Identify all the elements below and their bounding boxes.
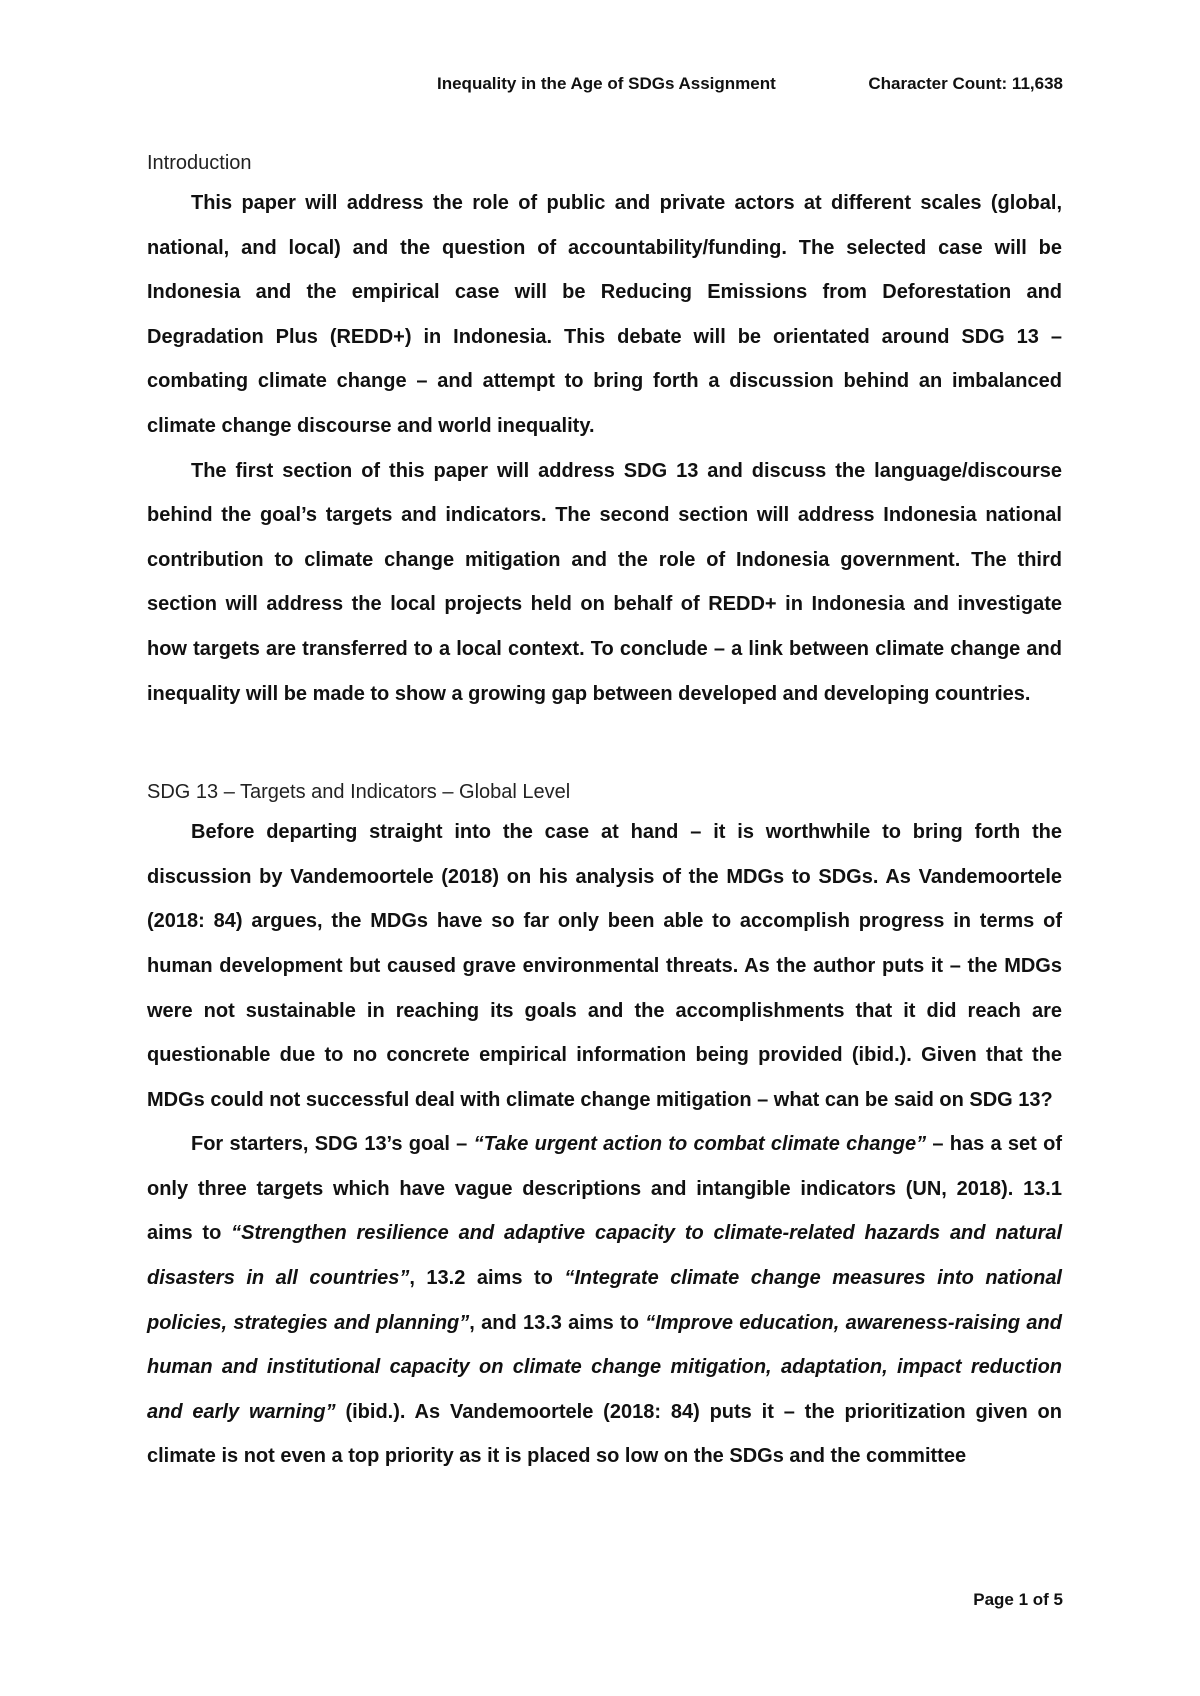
page-number: Page 1 of 5 [973, 1590, 1063, 1609]
paragraph: This paper will address the role of public and private actors at different scales (global, national, and local) and the question of accountability/funding. The selected case will be Indonesia and the empirical case will be Reducing Emissions from Deforestation and Degradation Plus (REDD+) in Indonesia. This debate will be orientated around SDG 13 – combating climate change – and attempt to bring forth a discussion behind an imbalanced climate change discourse and world inequality. [147, 192, 1062, 437]
section-gap [147, 716, 1062, 774]
character-count: Character Count: 11,638 [868, 74, 1063, 93]
quote-goal: “Take urgent action to combat climate change” [473, 1133, 927, 1156]
header-title: Inequality in the Age of SDGs Assignment [437, 74, 776, 93]
text-run: – has a set of only three targets which have vague descriptions and intangible indicators (UN, 2018). 13.1 aims to [147, 1133, 1062, 1245]
quote-target-13-2: “Integrate climate change measures into national policies, strategies and planning” [147, 1267, 1062, 1334]
text-run: , 13.2 aims to [409, 1267, 565, 1290]
paragraph: Before departing straight into the case at hand – it is worthwhile to bring forth the discussion by Vandemoortele (2018) on his analysis of the MDGs to SDGs. As Vandemoortele (2018: 84) argues, the MDGs have so far only been able to accomplish progress in terms of human development but caused grave environmental threats. As the author puts it – the MDGs were not sustainable in reaching its goals and the accomplishments that it did reach are questionable due to no concrete empirical information being provided (ibid.). Given that the MDGs could not successful deal with climate change mitigation – what can be said on SDG 13? [147, 821, 1062, 1111]
page-header [147, 74, 1063, 100]
paragraph-with-quotes [147, 1122, 1062, 1479]
section-heading-introduction: Introduction [147, 152, 252, 174]
quote-target-13-3: “Improve education, awareness-raising and human and institutional capacity on climate change mitigation, adaptation, impact reduction and early warning” [147, 1311, 1062, 1423]
document-body [147, 145, 1062, 1479]
text-run: (ibid.). As Vandemoortele (2018: 84) puts it – the prioritization given on climate is not even a top priority as it is placed so low on the SDGs and the committee [147, 1400, 1062, 1468]
text-run: , and 13.3 aims to [469, 1311, 646, 1334]
paragraph: The first section of this paper will address SDG 13 and discuss the language/discourse behind the goal’s targets and indicators. The second section will address Indonesia national contribution to climate change mitigation and the role of Indonesia government. The third section will address the local projects held on behalf of REDD+ in Indonesia and investigate how targets are transferred to a local context. To conclude – a link between climate change and inequality will be made to show a growing gap between developed and developing countries. [147, 459, 1062, 705]
section-heading-sdg13: SDG 13 – Targets and Indicators – Global Level [147, 781, 571, 804]
text-run: For starters, SDG 13’s goal – [191, 1133, 474, 1156]
quote-target-13-1: “Strengthen resilience and adaptive capacity to climate-related hazards and natural disasters in all countries” [147, 1222, 1062, 1290]
